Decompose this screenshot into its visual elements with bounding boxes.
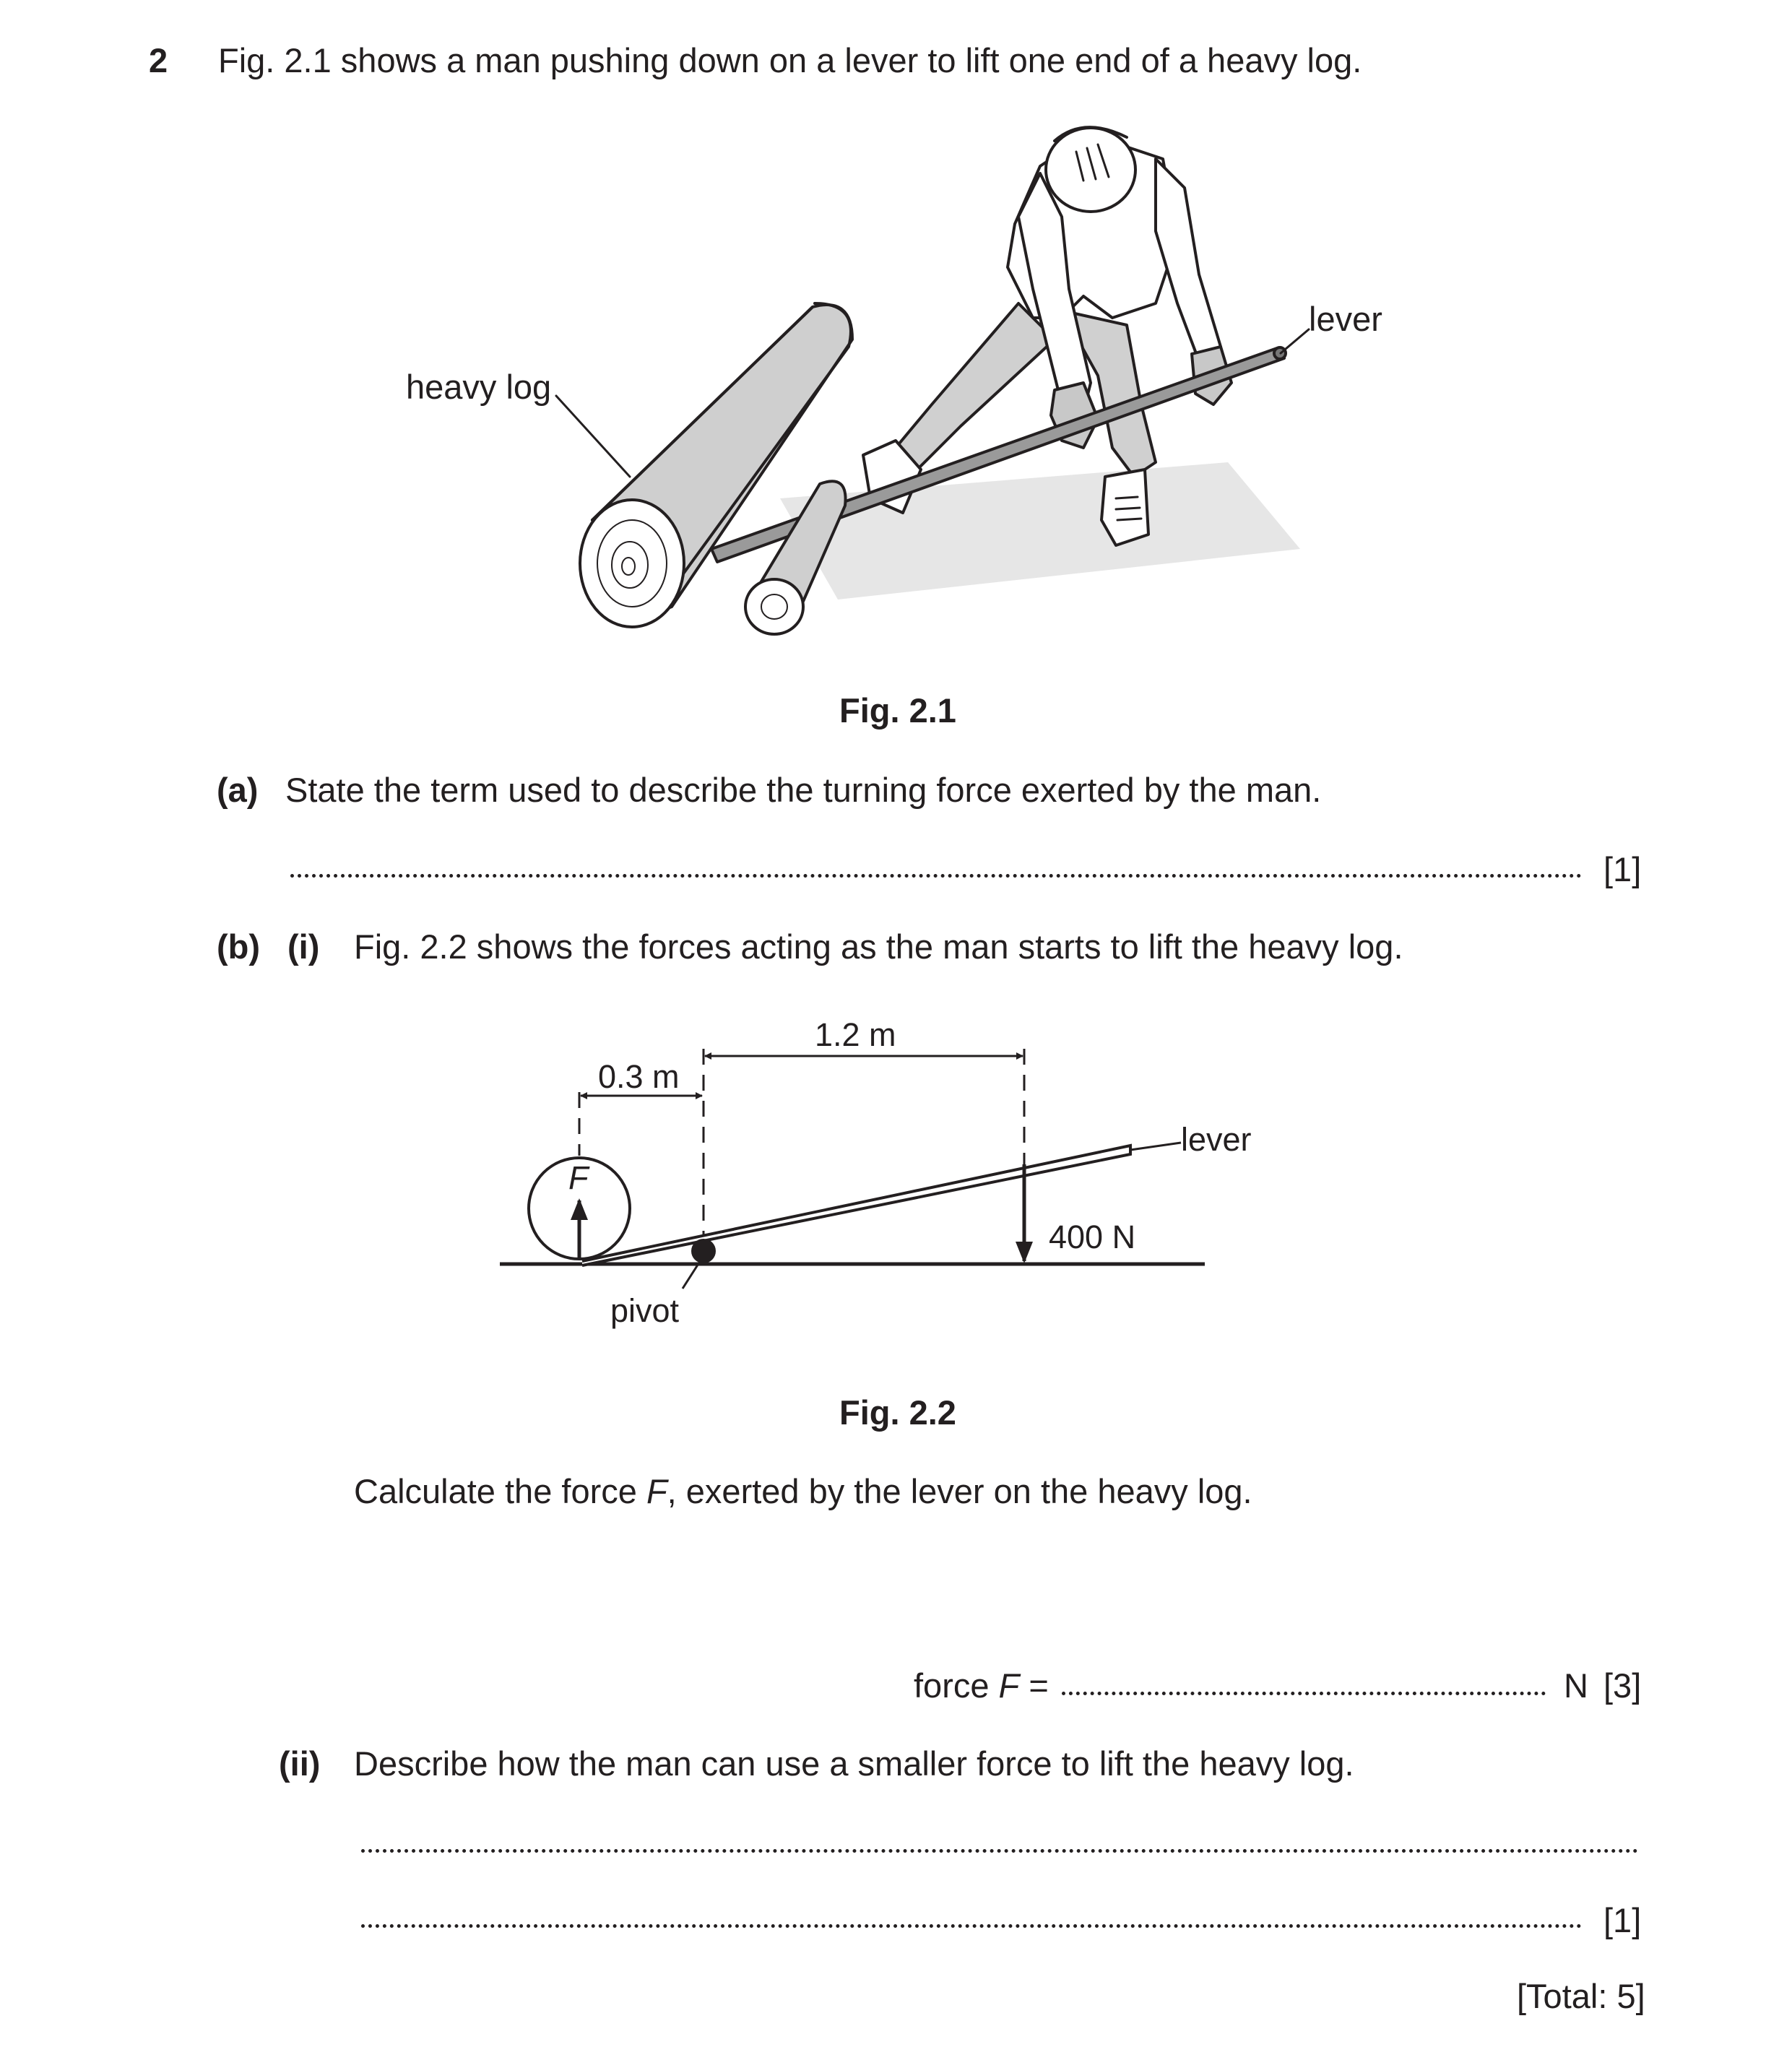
answer-line-ii-2[interactable]: [361, 1924, 1582, 1928]
total-marks: [Total: 5]: [1517, 1977, 1645, 2015]
part-b-i-text: Fig. 2.2 shows the forces acting as the man starts to lift the heavy log.: [354, 927, 1403, 966]
force-answer-label: force F =: [914, 1666, 1049, 1705]
question-number: 2: [149, 41, 168, 79]
force-unit: N: [1564, 1666, 1588, 1705]
dim-1-2m-label: 1.2 m: [815, 1016, 896, 1053]
part-b-ii-label: (ii): [279, 1744, 321, 1783]
fig-2-2-caption: Fig. 2.2: [839, 1393, 956, 1432]
pivot-label: pivot: [610, 1292, 680, 1329]
fig-2-1-caption: Fig. 2.1: [839, 691, 956, 730]
part-b-i-marks: [3]: [1603, 1666, 1642, 1705]
question-intro: Fig. 2.1 shows a man pushing down on a lever to lift one end of a heavy log.: [218, 41, 1362, 79]
label-lever-fig2: lever: [1181, 1121, 1252, 1158]
part-b-ii-marks: [1]: [1603, 1901, 1642, 1939]
answer-line-ii-1[interactable]: [361, 1849, 1638, 1853]
force-f-label: F: [568, 1159, 589, 1196]
part-a-marks: [1]: [1603, 850, 1642, 888]
part-b-label: (b): [217, 927, 261, 966]
part-a-label: (a): [217, 771, 259, 809]
label-heavy-log: heavy log: [406, 368, 552, 406]
answer-line-force[interactable]: [1062, 1692, 1546, 1695]
dim-0-3m-label: 0.3 m: [598, 1058, 680, 1095]
load-label: 400 N: [1049, 1219, 1136, 1255]
part-a-question: State the term used to describe the turning force exerted by the man.: [285, 771, 1322, 809]
part-b-ii-text: Describe how the man can use a smaller force to lift the heavy log.: [354, 1744, 1354, 1783]
label-lever-fig1: lever: [1309, 300, 1382, 338]
pivot-point: [691, 1239, 716, 1263]
calculation-prompt: Calculate the force F, exerted by the lever on the heavy log.: [354, 1472, 1252, 1510]
part-b-i-label: (i): [287, 927, 320, 966]
